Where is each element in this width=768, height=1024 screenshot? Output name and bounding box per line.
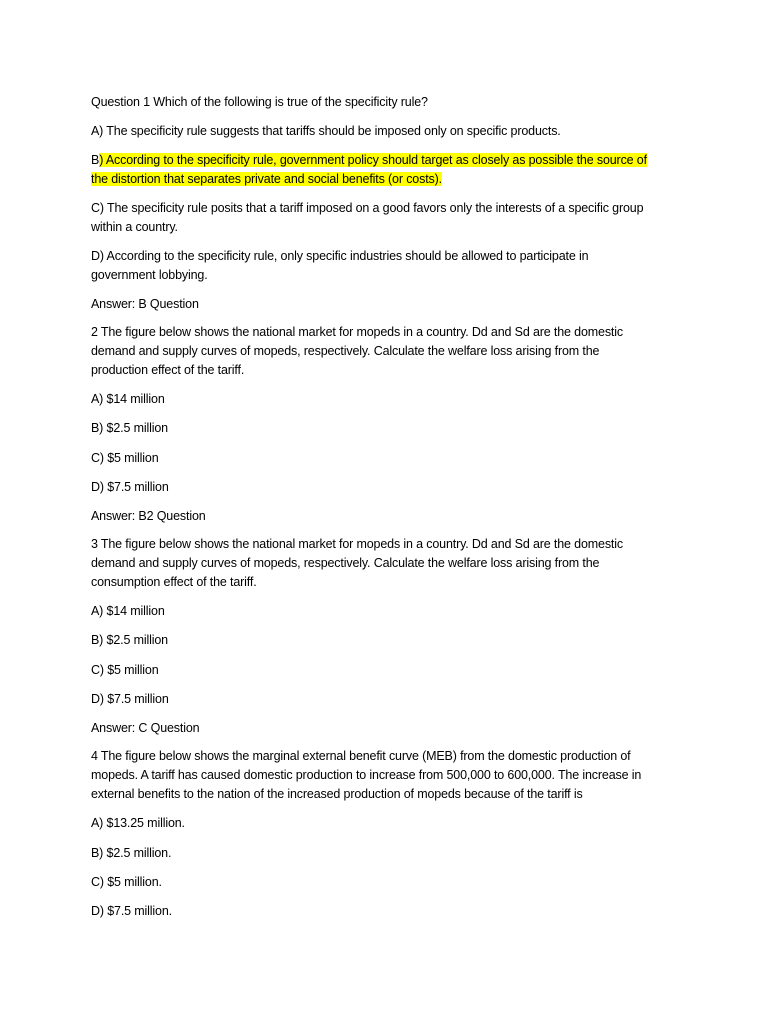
q2-question-line1: 2 The figure below shows the national market for mopeds in a country. Dd and Sd are the domestic bbox=[91, 325, 623, 339]
q4-option-d: D) $7.5 million. bbox=[91, 904, 172, 918]
q2-question-line3: production effect of the tariff. bbox=[91, 363, 245, 377]
q4-option-a: A) $13.25 million. bbox=[91, 816, 185, 830]
q3-question-line3: consumption effect of the tariff. bbox=[91, 575, 257, 589]
q2-option-c: C) $5 million bbox=[91, 451, 159, 465]
q4-option-c: C) $5 million. bbox=[91, 875, 162, 889]
q1-question: Question 1 Which of the following is true of the specificity rule? bbox=[91, 95, 428, 109]
q1-option-a: A) The specificity rule suggests that tariffs should be imposed only on specific products. bbox=[91, 124, 561, 138]
q3-question-line1: 3 The figure below shows the national market for mopeds in a country. Dd and Sd are the domestic bbox=[91, 537, 623, 551]
q2-option-d: D) $7.5 million bbox=[91, 480, 169, 494]
q4-question-line2: mopeds. A tariff has caused domestic production to increase from 500,000 to 600,000. The increase in bbox=[91, 768, 642, 782]
q3-option-c: C) $5 million bbox=[91, 663, 159, 677]
q3-answer: Answer: C Question bbox=[91, 721, 200, 735]
q2-answer: Answer: B2 Question bbox=[91, 509, 206, 523]
q2-option-a: A) $14 million bbox=[91, 392, 165, 406]
q4-option-b: B) $2.5 million. bbox=[91, 846, 172, 860]
q3-option-b: B) $2.5 million bbox=[91, 633, 168, 647]
q1-answer: Answer: B Question bbox=[91, 297, 199, 311]
q1-option-b-line1 bbox=[91, 153, 647, 168]
q3-question-line2: demand and supply curves of mopeds, respectively. Calculate the welfare loss arising from the bbox=[91, 556, 600, 570]
q3-option-a: A) $14 million bbox=[91, 604, 165, 618]
q1-option-b-highlight-2: the distortion that separates private and social benefits (or costs). bbox=[91, 172, 442, 186]
q1-option-c-line1: C) The specificity rule posits that a tariff imposed on a good favors only the interests of a specific group bbox=[91, 201, 644, 215]
q4-question-line1: 4 The figure below shows the marginal external benefit curve (MEB) from the domestic production of bbox=[91, 749, 631, 763]
q4-question-line3: external benefits to the nation of the increased production of mopeds because of the tariff is bbox=[91, 787, 583, 801]
q1-option-d-line1: D) According to the specificity rule, only specific industries should be allowed to participate in bbox=[91, 249, 589, 263]
q1-option-b-prefix: B bbox=[91, 153, 100, 167]
q1-option-d-line2: government lobbying. bbox=[91, 268, 208, 282]
q1-option-b-highlight-1: ) According to the specificity rule, government policy should target as closely as possible the source of bbox=[99, 153, 647, 167]
q2-question-line2: demand and supply curves of mopeds, respectively. Calculate the welfare loss arising from the bbox=[91, 344, 600, 358]
q1-option-b-line2 bbox=[91, 172, 442, 187]
q3-option-d: D) $7.5 million bbox=[91, 692, 169, 706]
q2-option-b: B) $2.5 million bbox=[91, 421, 168, 435]
q1-option-c-line2: within a country. bbox=[91, 220, 178, 234]
